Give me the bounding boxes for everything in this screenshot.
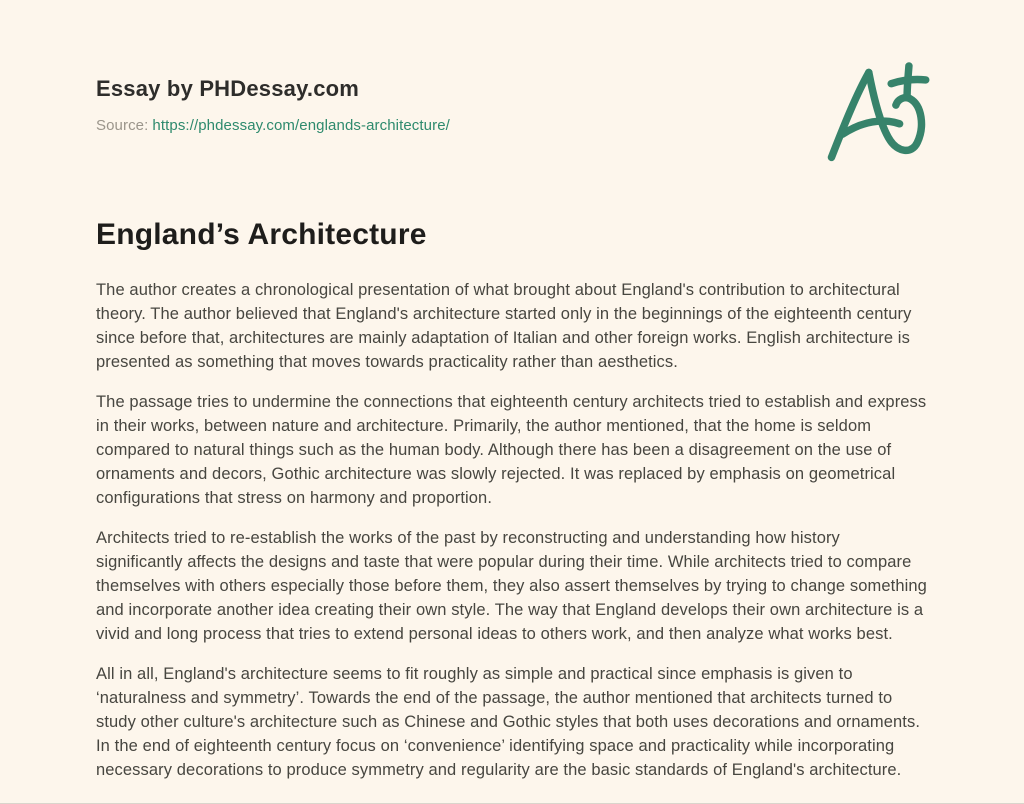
source-label: Source:	[96, 117, 149, 134]
essay-paragraph-4: All in all, England's architecture seems to fit roughly as simple and practical since emphasis is given to ‘naturalness and symmetry’. Towards the end of the passage, the author mentioned that architects turned to study other culture's architecture such as Chinese and Gothic styles that both uses decorations and ornaments. In the end of eighteenth century focus on ‘convenience’ identifying space and practicality while incorporating necessary decorations to produce symmetry and regularity are the basic standards of England's architecture.	[96, 665, 921, 779]
header-title: Essay by PHDessay.com	[96, 76, 360, 101]
essay-paragraph-2: The passage tries to undermine the connections that eighteenth century architects tried to establish and express in their works, between nature and architecture. Primarily, the author mentioned, that the home is seldom compared to natural things such as the human body. Although there has been a disagreement on the use of ornaments and decors, Gothic architecture was slowly rejected. It was replaced by emphasis on geometrical configurations that stress on harmony and proportion.	[96, 393, 927, 507]
essay-paragraph-1: The author creates a chronological presentation of what brought about England's contribution to architectural theory. The author believed that England's architecture started only in the beginnings of the eighteenth century since before that, architectures are mainly adaptation of Italian and other foreign works. English architecture is presented as something that moves towards practicality rather than aesthetics.	[96, 281, 912, 371]
source-link[interactable]: https://phdessay.com/englands-architecture/	[152, 117, 450, 134]
source-row	[96, 117, 928, 134]
page-title: England’s Architecture	[96, 218, 427, 251]
essay-body	[96, 278, 928, 782]
essay-paragraph-3: Architects tried to re-establish the works of the past by reconstructing and understanding how history significantly affects the designs and taste that were popular during their time. While architects tried to compare themselves with others especially those before them, they also assert themselves by trying to change something and incorporate another idea creating their own style. The way that England develops their own architecture is a vivid and long process that tries to extend personal ideas to others work, and then analyze what works best.	[96, 529, 927, 643]
